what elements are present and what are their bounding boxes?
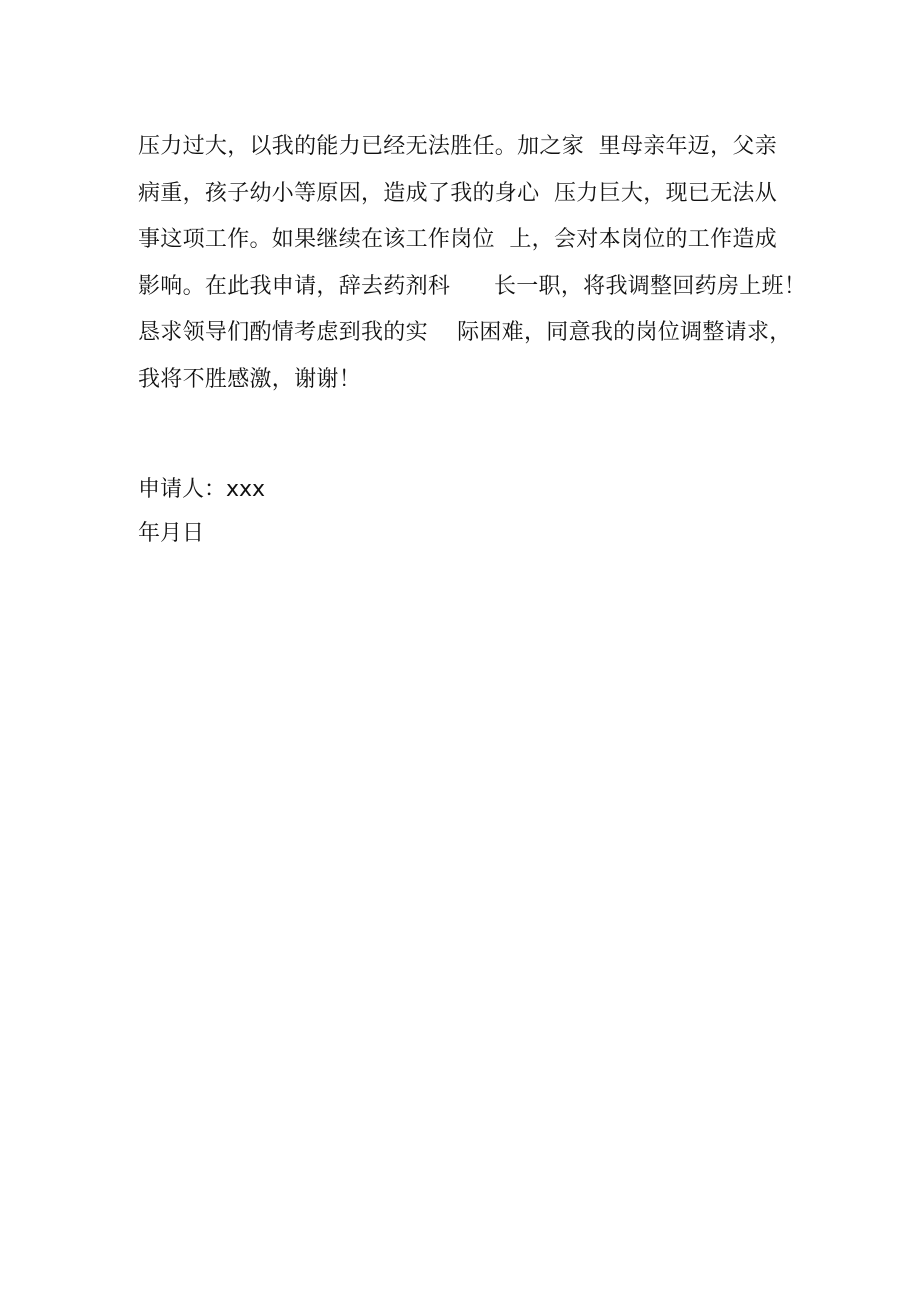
body-line: 压力过大，以我的能力已经无法胜任。加之家 里母亲年迈，父亲 [138, 134, 777, 159]
body-line: 事这项工作。如果继续在该工作岗位 上，会对本岗位的工作造成 [138, 227, 777, 252]
applicant-line: 申请人：xxx [138, 477, 266, 502]
date-line: 年月日 [138, 521, 205, 546]
body-line: 影响。在此我申请，辞去药剂科 长一职，将我调整回药房上班！ [138, 273, 807, 299]
body-line: 病重，孩子幼小等原因，造成了我的身心 压力巨大，现已无法从 [138, 180, 777, 206]
signature-block [138, 468, 538, 556]
body-line: 我将不胜感激，谢谢！ [138, 366, 362, 392]
body-line: 恳求领导们酌情考虑到我的实 际困难，同意我的岗位调整请求， [138, 320, 792, 345]
letter-body [138, 124, 818, 403]
